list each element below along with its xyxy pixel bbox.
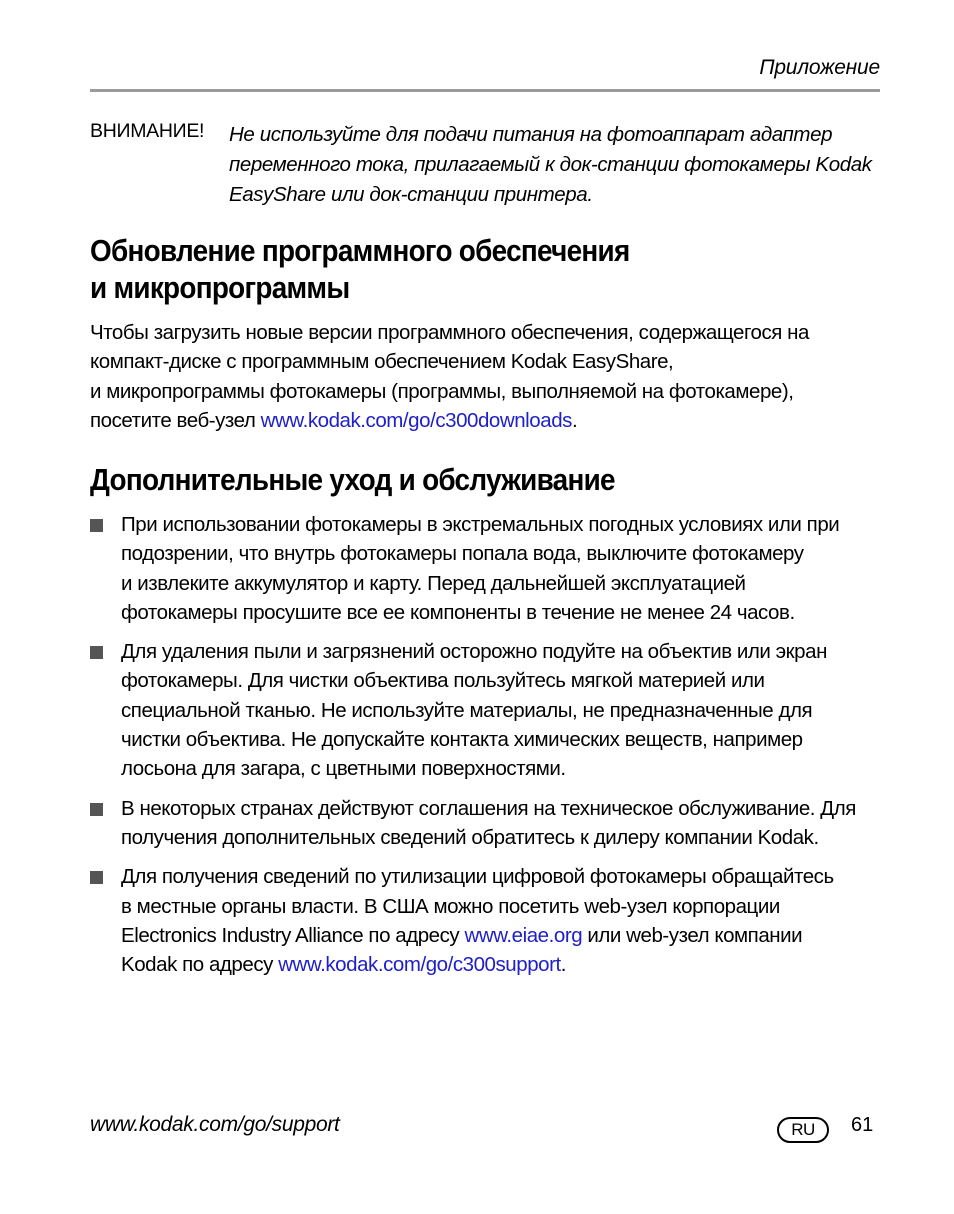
paragraph-line: и микропрограммы фотокамеры (программы, выполняемой на фотокамере), [90,379,794,403]
care-bullet-list [90,510,880,979]
paragraph-text: . [571,408,578,432]
bullet-line: лосьона для загара, с цветными поверхностями. [121,757,566,781]
bullet-line [121,921,880,950]
bullet-text: Electronics Industry Alliance по адресу [121,923,465,947]
title-line: и микропрограммы [90,270,350,305]
section-header: Приложение [759,56,880,79]
bullet-line: При использовании фотокамеры в экстремальных погодных условиях или при [121,513,840,536]
paragraph-text: посетите веб-узел [90,408,261,432]
footer-url: www.kodak.com/go/support [90,1113,340,1136]
bullet-line [121,950,880,979]
paragraph-line [90,406,880,435]
bullet-line: подозрении, что внутрь фотокамеры попала вода, выключите фотокамеру [121,542,804,566]
bullet-line: чистки объектива. Не допускайте контакта химических веществ, например [121,728,803,752]
update-section-title [90,232,801,306]
list-item [90,510,880,627]
downloads-link[interactable]: www.kodak.com/go/c300downloads [260,408,572,432]
list-item [90,637,880,783]
bullet-square-icon [90,646,103,659]
list-item [90,794,880,853]
warning-text [229,120,872,210]
bullet-line: В некоторых странах действуют соглашения на техническое обслуживание. Для [121,796,856,820]
bullet-line: и извлеките аккумулятор и карту. Перед дальнейшей эксплуатацией [121,571,746,595]
bullet-line: фотокамеры. Для чистки объектива пользуйтесь мягкой материей или [121,669,765,693]
bullet-line: Для удаления пыли и загрязнений осторожно подуйте на объектив или экран [121,640,827,664]
bullet-square-icon [90,519,103,532]
bullet-text: Kodak по адресу [121,953,279,977]
page-number: 61 [851,1114,874,1136]
eiae-link[interactable]: www.eiae.org [464,923,583,947]
update-paragraph [90,318,880,435]
title-line: Обновление программного обеспечения [90,233,630,268]
bullet-square-icon [90,803,103,816]
care-section-title: Дополнительные уход и обслуживание [90,462,615,497]
paragraph-line: Чтобы загрузить новые версии программного обеспечения, содержащегося на [90,321,810,344]
bullet-line: в местные органы власти. В США можно посетить web-узел корпорации [121,894,780,918]
warning-line: EasyShare или док-станции принтера. [229,183,593,206]
paragraph-line: компакт-диске с программным обеспечением Kodak EasyShare, [90,350,674,374]
header-divider [90,89,880,92]
support-link[interactable]: www.kodak.com/go/c300support [278,953,561,977]
bullet-line: специальной тканью. Не используйте материалы, не предназначенные для [121,698,813,722]
warning-line: Не используйте для подачи питания на фотоаппарат адаптер [229,123,833,146]
bullet-text: . [560,953,566,977]
list-item [90,862,880,979]
bullet-line: получения дополнительных сведений обратитесь к дилеру компании Kodak. [121,825,819,849]
bullet-text: или web-узел компании [582,923,803,947]
bullet-square-icon [90,871,103,884]
bullet-line: Для получения сведений по утилизации цифровой фотокамеры обращайтесь [121,865,834,889]
language-badge: RU [777,1117,829,1143]
warning-line: переменного тока, прилагаемый к док-станции фотокамеры Kodak [229,153,872,176]
bullet-line: фотокамеры просушите все ее компоненты в течение не менее 24 часов. [121,600,795,624]
warning-label: ВНИМАНИЕ! [90,120,205,142]
